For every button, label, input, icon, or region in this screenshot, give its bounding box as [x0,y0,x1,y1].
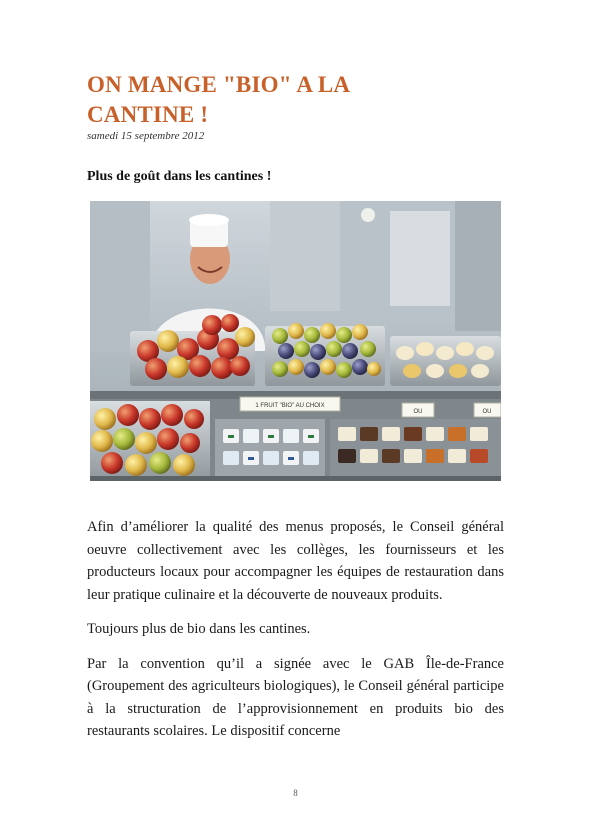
article-title: ON MANGE "BIO" A LA CANTINE ! [87,72,349,127]
paragraph-convention: Par la convention qu’il a signée avec le GAB Île-de-France (Groupement des agriculteurs biologiques), le Conseil général participe à la structuration de l’approvisionnement en produits bio des restaurants scolaires. Le dispositif concerne [87,655,504,739]
article-body [87,516,504,755]
page-number: 8 [293,788,298,798]
article-date: samedi 15 septembre 2012 [87,130,205,142]
paragraph-intro: Afin d’améliorer la qualité des menus proposés, le Conseil général oeuvre collectivement avec les collèges, les fournisseurs et les producteurs locaux pour accompagner les équipes de restauration dans leur pratique culinaire et la découverte de nouveaux produits. [87,519,504,603]
paragraph-heading-bio: Toujours plus de bio dans les cantines. [87,621,311,637]
photo-sign-ou-2: OU [482,409,492,415]
photo-sign-ou-1: OU [413,409,423,415]
article-subtitle: Plus de goût dans les cantines ! [87,169,272,184]
cafeteria-photo [90,201,501,481]
photo-sign-fruit: 1 FRUIT "BIO" AU CHOIX [255,403,325,409]
